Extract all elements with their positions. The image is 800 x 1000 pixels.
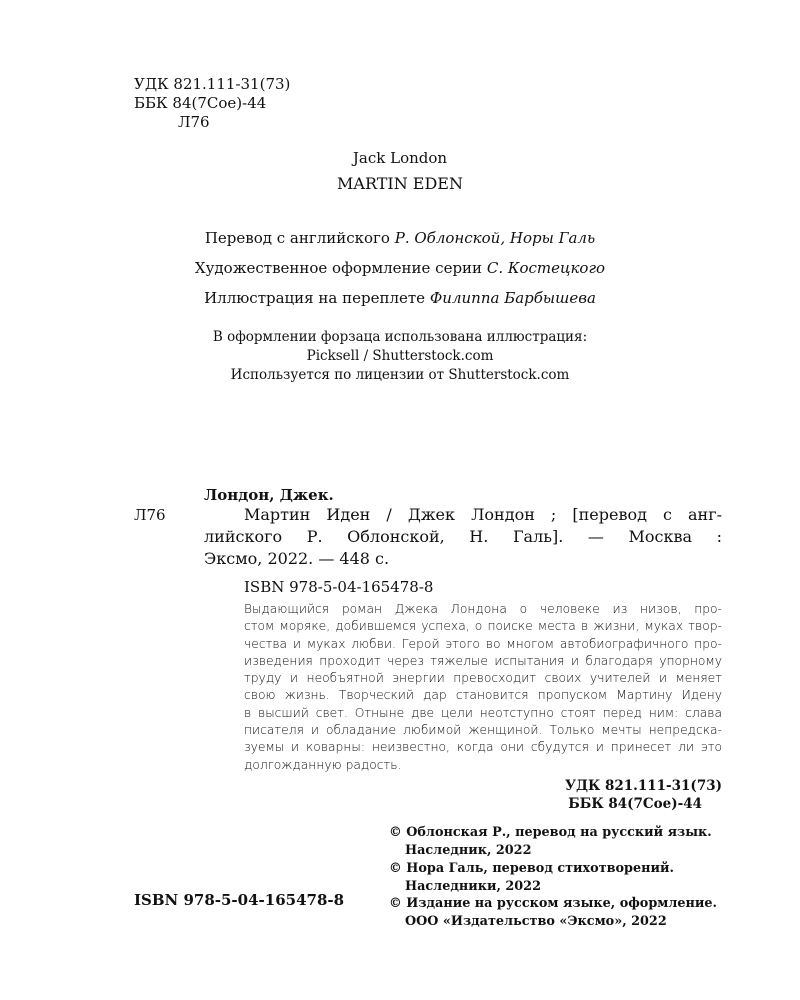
catalog-desc-line-2: лийского Р. Облонской, Н. Галь]. — Москва : — [204, 527, 722, 546]
copyright-line: Наследники, 2022 — [405, 879, 541, 894]
bbk-code-top: ББК 84(7Сое)-44 — [134, 94, 267, 112]
credit-illustration — [0, 289, 800, 307]
annotation-line: труду и необъятной энергии превосходит своих учителей и меняет — [244, 671, 722, 686]
credit-design-prefix: Художественное оформление серии — [194, 259, 483, 277]
copyright-line: Наследник, 2022 — [405, 843, 532, 858]
credit-translation-names: Р. Облонской, Норы Галь — [394, 229, 596, 247]
catalog-heading: Лондон, Джек. — [204, 486, 334, 504]
credit-design-name: С. Костецкого — [486, 259, 606, 277]
annotation-line: долгожданную радость. — [244, 757, 402, 772]
annotation-line: свою жизнь. Творческий дар становится пропуском Мартину Идену — [244, 688, 722, 703]
udk-code-top: УДК 821.111-31(73) — [134, 75, 291, 93]
footer-isbn: ISBN 978-5-04-165478-8 — [134, 891, 345, 909]
author-en: Jack London — [352, 149, 448, 167]
catalog-desc-line-1: Мартин Иден / Джек Лондон ; [перевод с анг- — [244, 505, 722, 524]
credit-illustration-name: Филиппа Барбышева — [429, 289, 596, 307]
credit-translation-prefix: Перевод с английского — [204, 229, 390, 247]
annotation-line: чества и муках любви. Герой этого во многом автобиографичного про- — [244, 636, 722, 651]
annotation-line: писателя и обладание любимой женщиной. Только мечты непредска- — [244, 723, 722, 738]
credit-translation — [0, 229, 800, 247]
annotation — [244, 601, 722, 774]
catalog-isbn: ISBN 978-5-04-165478-8 — [244, 578, 434, 596]
annotation-line: зуемы и коварны: неизвестно, когда они сбудутся и принесет ли это — [244, 740, 722, 755]
catalog-desc-line-3: Эксмо, 2022. — 448 с. — [204, 549, 390, 568]
copyright-line: © Издание на русском языке, оформление. — [389, 896, 718, 911]
catalog-mark: Л76 — [134, 506, 166, 524]
udk-code-bottom: УДК 821.111-31(73) — [565, 778, 722, 794]
copyright-line: © Нора Галь, перевод стихотворений. — [389, 861, 674, 876]
bbk-code-bottom: ББК 84(7Сое)-44 — [568, 796, 702, 812]
credit-design — [0, 259, 800, 277]
endpaper-line-1: В оформлении форзаца использована иллюстрация: — [212, 329, 588, 345]
author-mark-top: Л76 — [178, 113, 210, 131]
title-en: MARTIN EDEN — [337, 174, 463, 193]
copyright-line: ООО «Издательство «Эксмо», 2022 — [405, 914, 667, 929]
annotation-line: в высший свет. Отныне две цели неотступно стоят перед ним: слава — [244, 705, 722, 720]
copyright-line: © Облонская Р., перевод на русский язык. — [389, 825, 712, 840]
annotation-line: Выдающийся роман Джека Лондона о человеке из низов, про- — [244, 602, 722, 616]
endpaper-line-3: Используется по лицензии от Shutterstock.com — [230, 367, 570, 383]
endpaper-line-2: Picksell / Shutterstock.com — [306, 348, 494, 364]
credit-illustration-prefix: Иллюстрация на переплете — [204, 289, 426, 307]
annotation-line: стом моряке, добившемся успеха, о поиске места в жизни, муках твор- — [244, 619, 722, 634]
annotation-line: изведения проходит через тяжелые испытания и благодаря упорному — [244, 653, 722, 668]
